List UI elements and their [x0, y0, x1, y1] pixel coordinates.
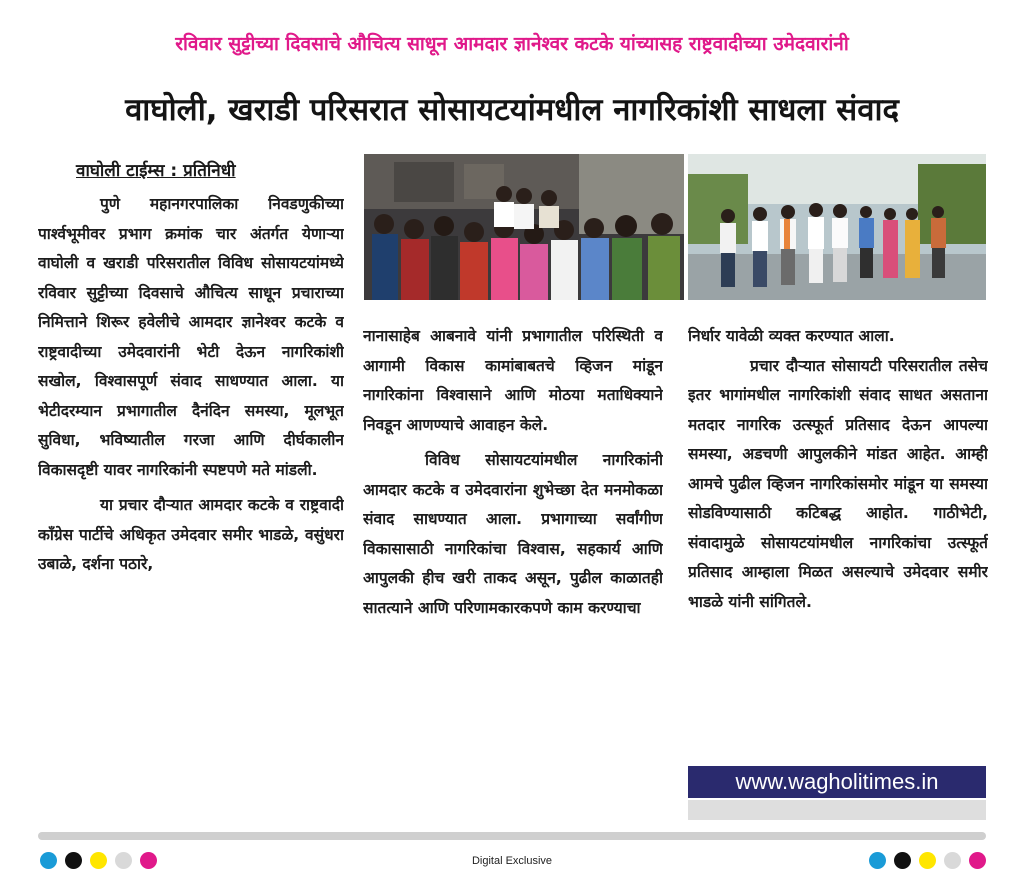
registration-dot-cyan	[869, 852, 886, 869]
article-column-1	[38, 190, 344, 830]
registration-dot-yellow	[919, 852, 936, 869]
registration-dot-black	[894, 852, 911, 869]
column-2-paragraph-1: नानासाहेब आबनावे यांनी प्रभागातील परिस्थिती व आगामी विकास कामांबाबतचे व्हिजन मांडून नागरिकांना विश्वासाने आणि मोठया मताधिक्याने निवडून आणण्याचे आवाहन केले.	[363, 327, 663, 434]
article-column-2	[363, 322, 663, 830]
article-byline: वाघोली टाईम्स : प्रतिनिधी	[76, 161, 236, 181]
column-1-paragraph-2: या प्रचार दौऱ्यात आमदार कटके व राष्ट्रवादी काँग्रेस पार्टीचे अधिकृत उमेदवार समीर भाडळे, वसुंधरा उबाळे, दर्शना पठारे,	[38, 496, 344, 573]
column-1-paragraph-1: पुणे महानगरपालिका निवडणुकीच्या पार्श्वभूमीवर प्रभाग क्रमांक चार अंतर्गत येणाऱ्या वाघोली व खराडी परिसरातील विविध सोसायटयांमध्ये रविवार सुट्टीच्या दिवसाचे औचित्य साधून प्रचाराच्या निमित्ताने शिरूर हवेलीचे आमदार ज्ञानेश्वर कटके व राष्ट्रवादीच्या उमेदवारांनी भेटी देऊन नागरिकांशी सखोल, विश्वासपूर्ण संवाद साधण्यात आला. या भेटीदरम्यान प्रभागातील दैनंदिन समस्या, मूलभूत सुविधा, भविष्यातील गरजा आणि दीर्घकालीन विकासदृष्टी यावर नागरिकांनी स्पष्टपणे मते मांडली.	[38, 195, 344, 479]
registration-marks-right	[869, 852, 986, 869]
registration-dot-grey	[944, 852, 961, 869]
article-headline: वाघोली, खराडी परिसरात सोसायटयांमधील नागरिकांशी साधला संवाद	[125, 92, 899, 128]
footer-note: Digital Exclusive	[471, 855, 553, 867]
photo-society-meeting-illustration	[364, 154, 684, 300]
photo-society-meeting	[364, 154, 684, 300]
article-kicker: रविवार सुट्टीच्या दिवसाचे औचित्य साधून आमदार ज्ञानेश्वर कटके यांच्यासह राष्ट्रवादीच्या उमेदवारांनी	[175, 33, 849, 55]
column-2-paragraph-2: विविध सोसायटयांमधील नागरिकांनी आमदार कटके व उमेदवारांना शुभेच्छा देत मनमोकळा संवाद साधण्यात आला. प्रभागाच्या सर्वांगीण विकासासाठी नागरिकांचा विश्वास, सहकार्य आणि आपुलकी हीच खरी ताकद असून, पुढील काळातही सातत्याने आणि परिणामकारकपणे काम करण्याचा	[363, 451, 663, 617]
website-url-banner[interactable]: www.wagholitimes.in	[688, 766, 986, 798]
decorative-grey-bar	[688, 800, 986, 820]
photo-campaign-walk	[688, 154, 986, 300]
page-divider-rule	[38, 832, 986, 840]
article-column-3	[688, 322, 988, 742]
column-3-paragraph-2: प्रचार दौऱ्यात सोसायटी परिसरातील तसेच इतर भागांमधील नागरिकांशी संवाद साधत असताना मतदार नागरिक उत्स्फूर्त प्रतिसाद देऊन आपल्या समस्या, अडचणी आपुलकीने मांडत आहेत. आम्ही आमचे पुढील व्हिजन नागरिकांसमोर मांडून या समस्या सोडविण्यासाठी कटिबद्ध आहोत. गाठीभेटी, संवादामुळे सोसायटयांमधील नागरिकांचा उत्स्फूर्त प्रतिसाद आम्हाला मिळत असल्याचे उमेदवार समीर भाडळे यांनी सांगितले.	[688, 356, 988, 611]
photo-campaign-walk-illustration	[688, 154, 986, 300]
registration-dot-magenta	[969, 852, 986, 869]
column-3-paragraph-1: निर्धार यावेळी व्यक्त करण्यात आला.	[688, 327, 895, 345]
